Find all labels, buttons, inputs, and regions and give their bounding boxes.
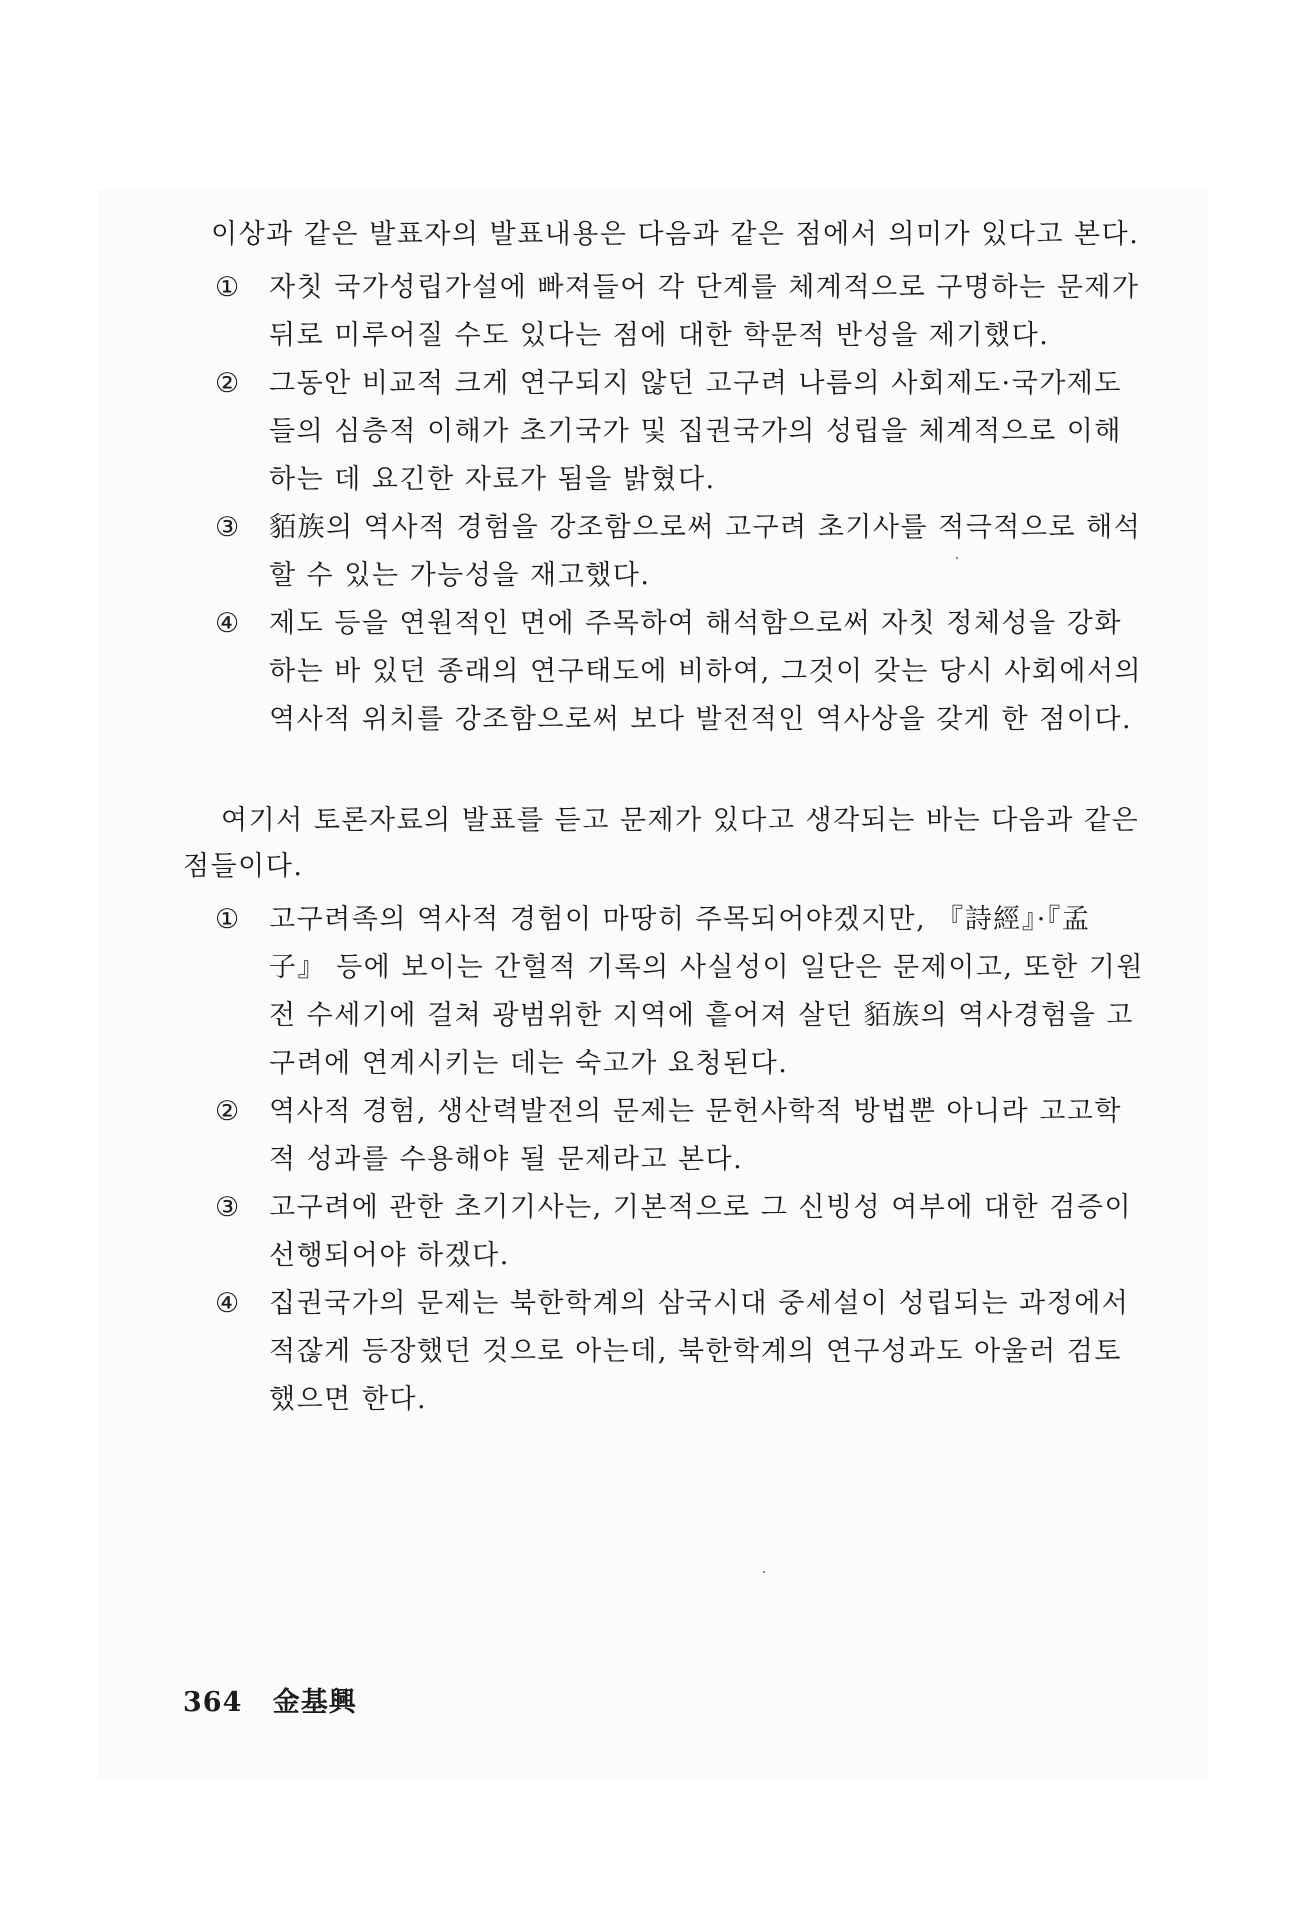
list-item xyxy=(215,600,1145,744)
item-number: ④ xyxy=(215,608,241,639)
item-number: ③ xyxy=(215,512,241,543)
item-number: ② xyxy=(215,368,241,399)
section2-list xyxy=(185,896,1145,1424)
list-item xyxy=(215,1280,1145,1424)
list-item xyxy=(215,1088,1145,1184)
author-name: 金基興 xyxy=(272,1687,357,1718)
scan-speck xyxy=(763,1571,765,1573)
list-item xyxy=(215,896,1145,1088)
item-text: 고구려에 관한 초기기사는, 기본적으로 그 신빙성 여부에 대한 검증이 선행되어야 하겠다. xyxy=(269,1192,1133,1271)
section1-intro: 이상과 같은 발표자의 발표내용은 다음과 같은 점에서 의미가 있다고 본다. xyxy=(211,219,1140,250)
item-number: ② xyxy=(215,1096,241,1127)
document-body xyxy=(185,212,1145,1424)
item-text: 집권국가의 문제는 북한학계의 삼국시대 중세설이 성립되는 과정에서 적잖게 등장했던 것으로 아는데, 북한학계의 연구성과도 아울러 검토했으면 한다. xyxy=(269,1288,1130,1415)
section1-list xyxy=(185,264,1145,744)
item-text: 그동안 비교적 크게 연구되지 않던 고구려 나름의 사회제도·국가제도들의 심층적 이해가 초기국가 및 집권국가의 성립을 체계적으로 이해하는 데 요긴한 자료가 됨을 밝혔다. xyxy=(269,368,1122,495)
item-text: 자칫 국가성립가설에 빠져들어 각 단계를 체계적으로 구명하는 문제가 뒤로 미루어질 수도 있다는 점에 대한 학문적 반성을 제기했다. xyxy=(269,272,1140,351)
item-text: 역사적 경험, 생산력발전의 문제는 문헌사학적 방법뿐 아니라 고고학적 성과를 수용해야 될 문제라고 본다. xyxy=(269,1096,1122,1175)
item-text: 고구려족의 역사적 경험이 마땅히 주목되어야겠지만, 『詩經』·『孟子』 등에 보이는 간헐적 기록의 사실성이 일단은 문제이고, 또한 기원전 수세기에 걸쳐 광범위한 지역에 흩어져 살던 貊族의 역사경험을 고구려에 연계시키는 데는 숙고가 요청된다. xyxy=(269,904,1144,1079)
section-gap xyxy=(185,744,1145,798)
page-footer xyxy=(183,1680,357,1719)
section2-intro: 여기서 토론자료의 발표를 듣고 문제가 있다고 생각되는 바는 다음과 같은 점들이다. xyxy=(183,805,1140,882)
item-number: ③ xyxy=(215,1192,241,1223)
list-item xyxy=(215,504,1145,600)
list-item xyxy=(215,1184,1145,1280)
list-item xyxy=(215,264,1145,360)
item-text: 제도 등을 연원적인 면에 주목하여 해석함으로써 자칫 정체성을 강화하는 바 있던 종래의 연구태도에 비하여, 그것이 갖는 당시 사회에서의 역사적 위치를 강조함으로써 보다 발전적인 역사상을 갖게 한 점이다. xyxy=(269,608,1143,735)
item-number: ④ xyxy=(215,1288,241,1319)
page-number: 364 xyxy=(183,1687,243,1718)
item-text: 貊族의 역사적 경험을 강조함으로써 고구려 초기사를 적극적으로 해석할 수 있는 가능성을 재고했다. xyxy=(269,512,1142,591)
item-number: ① xyxy=(215,904,241,935)
scan-speck xyxy=(956,557,958,559)
list-item xyxy=(215,360,1145,504)
item-number: ① xyxy=(215,272,241,303)
